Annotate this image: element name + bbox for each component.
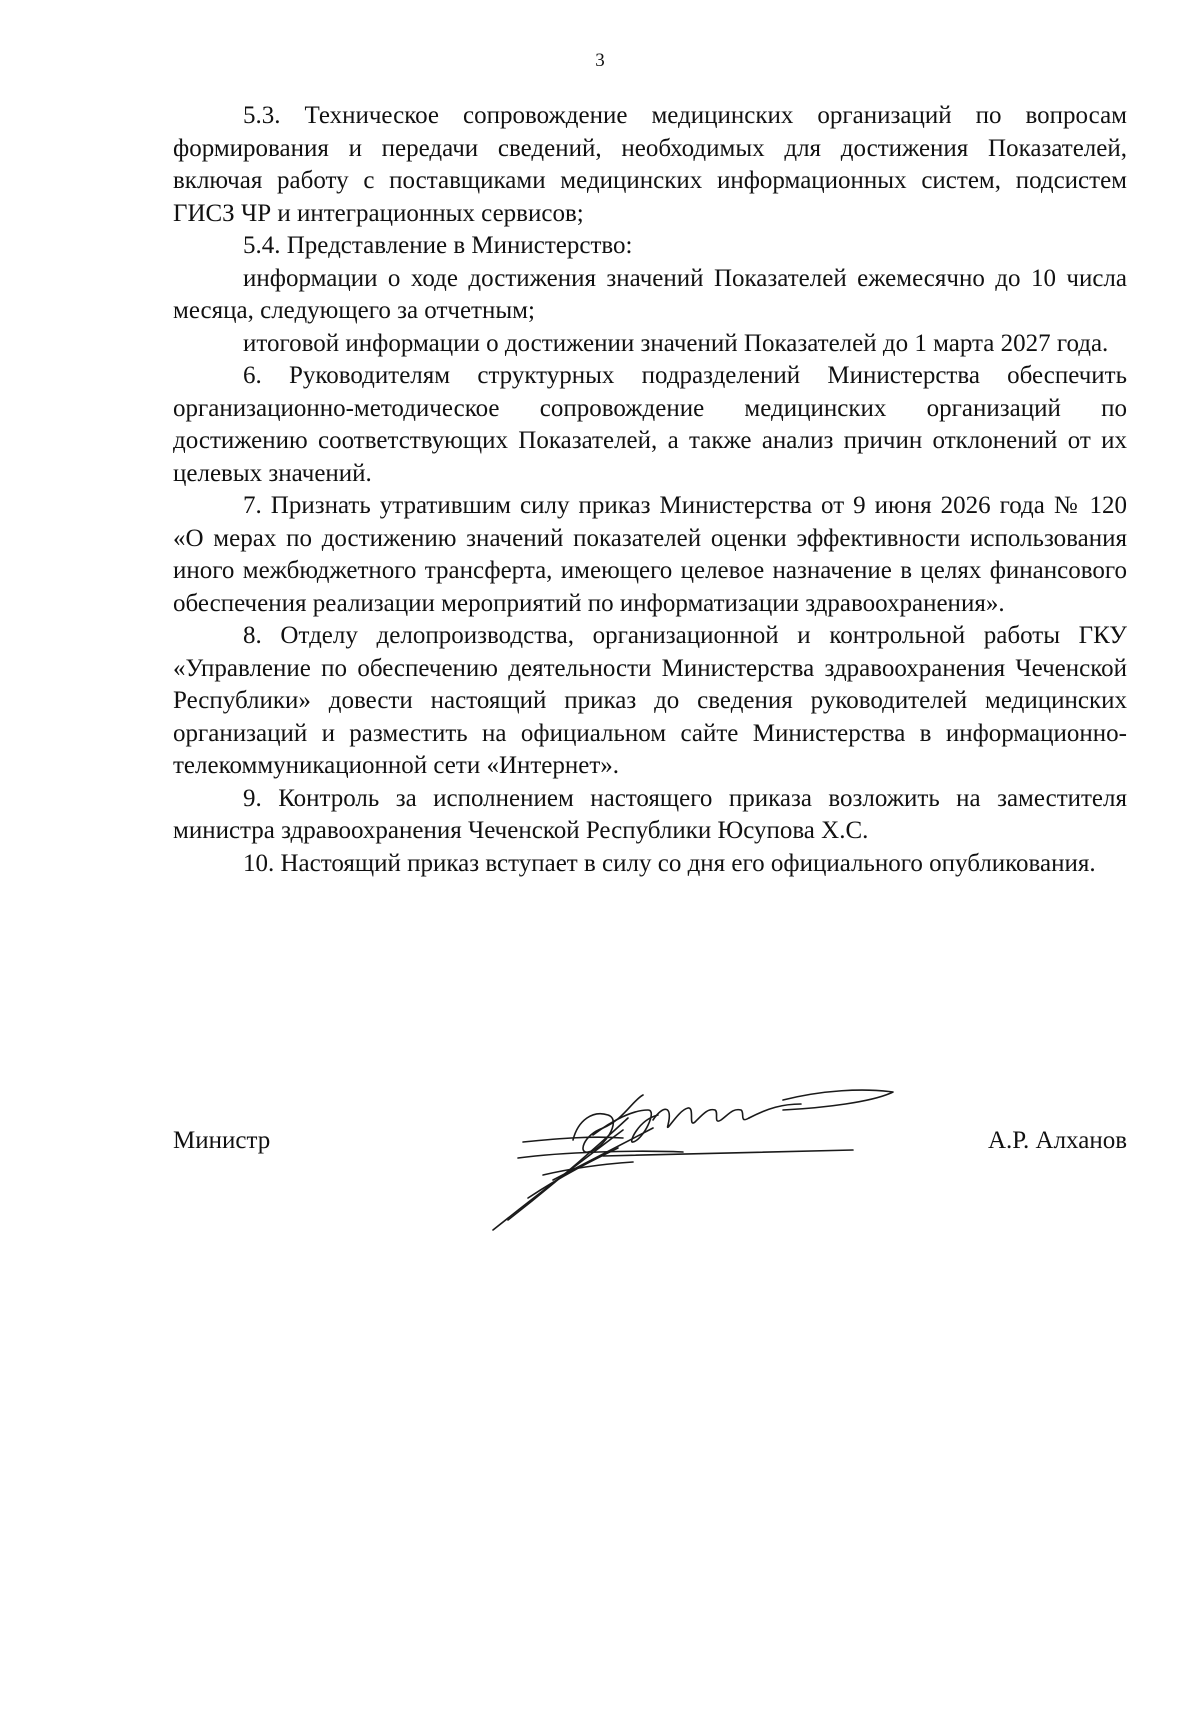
paragraph-9: 9. Контроль за исполнением настоящего приказа возложить на заместителя министра здравоохранения Чеченской Республики Юсупова Х.С. (173, 784, 1127, 844)
page-number: 3 (595, 50, 605, 71)
paragraph-8: 8. Отделу делопроизводства, организационной и контрольной работы ГКУ «Управление по обеспечению деятельности Министерства здравоохранения Чеченской Республики» довести настоящий приказ до сведения руководителей медицинских организаций и разместить на официальном сайте Министерства в информационно-телекоммуникационной сети «Интернет». (173, 622, 1127, 779)
paragraph-10: 10. Настоящий приказ вступает в силу со дня его официального опубликования. (243, 849, 1096, 877)
paragraph-7: 7. Признать утратившим силу приказ Министерства от 9 июня 2026 года № 120 «О мерах по достижению значений показателей оценки эффективности использования иного межбюджетного трансферта, имеющего целевое назначение в целях финансового обеспечения реализации мероприятий по информатизации здравоохранения». (173, 492, 1127, 617)
paragraph-5-3: 5.3. Техническое сопровождение медицинских организаций по вопросам формирования и передачи сведений, необходимых для достижения Показателей, включая работу с поставщиками медицинских информационных систем, подсистем ГИСЗ ЧР и интеграционных сервисов; (173, 102, 1127, 227)
document-body (173, 100, 1127, 880)
paragraph-6: 6. Руководителям структурных подразделений Министерства обеспечить организационно-методическое сопровождение медицинских организаций по достижению соответствующих Показателей, а также анализ причин отклонений от их целевых значений. (173, 362, 1127, 487)
signature-block (173, 1100, 1127, 1240)
handwritten-signature (483, 1080, 903, 1240)
signatory-name: А.Р. Алханов (987, 1127, 1127, 1154)
paragraph-5-4-monthly: информации о ходе достижения значений Показателей ежемесячно до 10 числа месяца, следующего за отчетным; (173, 264, 1127, 324)
paragraph-5-4-final: итоговой информации о достижении значений Показателей до 1 марта 2027 года. (243, 329, 1109, 357)
paragraph-5-4: 5.4. Представление в Министерство: (243, 232, 633, 259)
signatory-position: Министр (173, 1127, 271, 1154)
